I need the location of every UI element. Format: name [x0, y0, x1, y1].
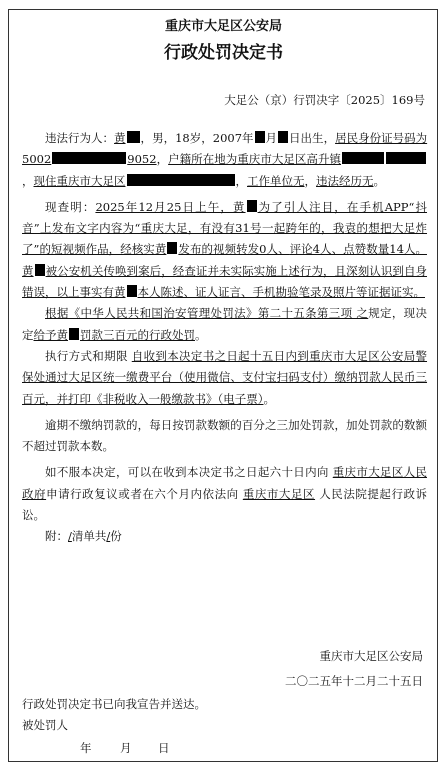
attachment-line: 附：/清单共/份 — [45, 529, 122, 544]
facts-paragraph: 现查明：2025年12月25日上午，黄 为了引人注目，在手机APP“抖音”上发布文字内容为“重庆大足，有没有31号一起跨年的，我袁的想把大足炸了”的短视频作品，经核实黄 发布的视频转发0人、评论4人、点赞数量14人。黄 被公安机关传唤到案后，经查证并未实际实施上述行为，且深刻认识到自身错误，以上事实有黄 本人陈述、证人证言、手机勘验笔录及照片等证据证实。 — [22, 199, 428, 300]
document-body — [22, 128, 427, 548]
redaction-block — [35, 264, 45, 276]
redaction-block — [386, 152, 426, 164]
service-statement: 行政处罚决定书已向我宣告并送达。 — [22, 697, 206, 711]
late-payment-paragraph: 逾期不缴纳罚款的，每日按罚款数额的百分之三加处罚款，加处罚款的数额不超过罚款本数。 — [22, 417, 427, 454]
signature-date: 二〇二五年十二月二十五日 — [285, 674, 423, 688]
date-month-label: 月 — [120, 741, 132, 755]
penalized-person-label: 被处罚人 — [22, 718, 68, 732]
offender-paragraph: 违法行为人：黄 ，男，18岁，2007年 月 日出生，居民身份证号码为5002 9052，户籍所在地为重庆市大足区高升镇，现住重庆市大足区 ，工作单位无，违法经历无。 — [22, 131, 428, 188]
redaction-block — [247, 200, 257, 212]
execution-paragraph: 执行方式和期限 自收到本决定书之日起十五日内到重庆市大足区公安局警保处通过大足区统一缴费平台（使用微信、支付宝扫码支付）缴纳罚款人民币三百元，并打印《非税收入一般缴款书》（电子票）。 — [22, 348, 428, 406]
signature-agency: 重庆市大足区公安局 — [319, 649, 423, 663]
date-day-label: 日 — [158, 741, 170, 755]
issuing-agency: 重庆市大足区公安局 — [164, 19, 282, 34]
redaction-block — [127, 174, 235, 186]
redaction-block — [278, 131, 288, 143]
date-year-label: 年 — [80, 741, 92, 755]
redaction-block — [255, 131, 265, 143]
document-title: 行政处罚决定书 — [164, 43, 283, 63]
legal-basis-paragraph: 根据《中华人民共和国治安管理处罚法》第二十五条第三项 之规定，现决定给予黄 罚款三百元的行政处罚。 — [22, 306, 427, 342]
document-number: 大足公（京）行罚决字〔2025〕169号 — [224, 93, 425, 107]
redaction-block — [127, 131, 140, 143]
redaction-block — [167, 242, 177, 254]
redaction-block — [342, 152, 384, 164]
appeal-paragraph: 如不服本决定，可以在收到本决定书之日起六十日内向 重庆市大足区人民政府申请行政复议或者在六个月内依法向 重庆市大足区 人民法院提起行政诉讼。 — [22, 465, 428, 523]
redaction-block — [52, 152, 126, 164]
redaction-block — [69, 328, 79, 340]
offender-name: 黄 — [114, 131, 141, 145]
redaction-block — [127, 285, 137, 297]
